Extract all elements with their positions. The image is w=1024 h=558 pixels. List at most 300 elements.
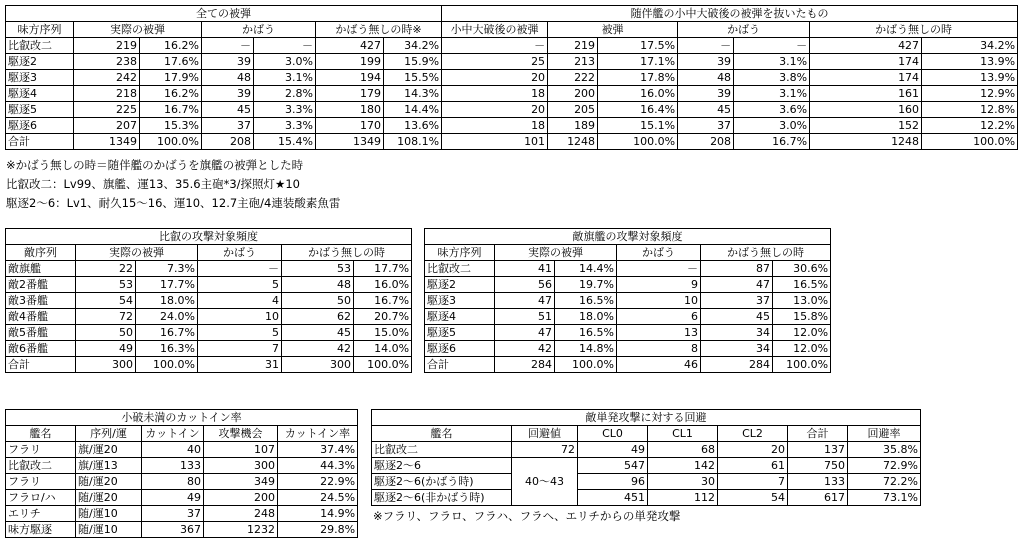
cell: 50 [282, 293, 354, 309]
table-row [6, 506, 358, 522]
cell: 133 [788, 474, 848, 490]
cell: 100.0% [354, 357, 412, 373]
col-header: かばう無しの時 [282, 245, 412, 261]
cell: 1232 [204, 522, 278, 538]
cell: 22 [76, 261, 136, 277]
cell: 170 [316, 118, 384, 134]
cell: 37 [142, 506, 204, 522]
note-line: 比叡改二：Lv99、旗艦、運13、35.6主砲*3/探照灯★10 [6, 177, 300, 191]
cell: 68 [648, 442, 718, 458]
evasion-note: ※フラリ、フラロ、フラハ、フラヘ、エリチからの単発攻撃 [373, 509, 681, 523]
row-label: エリチ [6, 506, 76, 522]
cell: 16.0% [598, 86, 678, 102]
cell: 72 [512, 442, 578, 458]
col-header: 被弾 [548, 22, 678, 38]
cell: 17.7% [354, 261, 412, 277]
row-label: 合計 [6, 134, 74, 150]
cell: － [442, 38, 548, 54]
table-row [425, 357, 831, 373]
table-row [6, 357, 412, 373]
cell: 1349 [74, 134, 140, 150]
cell: 54 [76, 293, 136, 309]
cell: 17.5% [598, 38, 678, 54]
cell: 24.5% [278, 490, 358, 506]
row-label: 駆逐3 [425, 293, 495, 309]
cell: 100.0% [140, 134, 202, 150]
cell: 15.0% [354, 325, 412, 341]
col-header: 攻撃機会 [204, 426, 278, 442]
table-title: 敵旗艦の攻撃対象頻度 [425, 229, 831, 245]
cell: 61 [718, 458, 788, 474]
col-header: 合計 [788, 426, 848, 442]
cell: 17.9% [140, 70, 202, 86]
cell: 80 [142, 474, 204, 490]
col-header: 実際の被弾 [74, 22, 202, 38]
cell: 15.8% [773, 309, 831, 325]
row-label: 駆逐2～6(かばう時) [372, 474, 512, 490]
cell: 194 [316, 70, 384, 86]
table-row [425, 325, 831, 341]
cell: 31 [198, 357, 282, 373]
row-label: フラリ [6, 442, 76, 458]
cell: 18 [442, 86, 548, 102]
cell: 16.5% [555, 325, 617, 341]
cell: 300 [76, 357, 136, 373]
row-label: 敵旗艦 [6, 261, 76, 277]
row-label: 敵6番艦 [6, 341, 76, 357]
table-row [6, 86, 1018, 102]
cell-merged: 40～43 [512, 458, 578, 506]
row-label: 駆逐2 [425, 277, 495, 293]
cell: 随/運10 [76, 522, 142, 538]
evasion-table [371, 409, 921, 506]
table-row [6, 325, 412, 341]
col-header: かばう [202, 22, 316, 38]
cell: 34.2% [384, 38, 442, 54]
cell: 427 [316, 38, 384, 54]
table-row [6, 54, 1018, 70]
cell: 37 [202, 118, 254, 134]
cell: 180 [316, 102, 384, 118]
cell: 14.3% [384, 86, 442, 102]
cell: 189 [548, 118, 598, 134]
cell: 72 [76, 309, 136, 325]
cell: 15.5% [384, 70, 442, 86]
cell: 6 [617, 309, 701, 325]
table-row [425, 277, 831, 293]
cell: － [734, 38, 810, 54]
col-header: カットイン率 [278, 426, 358, 442]
cell: 47 [495, 325, 555, 341]
cell: 72.9% [848, 458, 921, 474]
cell: 300 [204, 458, 278, 474]
cell: 218 [74, 86, 140, 102]
cell: 367 [142, 522, 204, 538]
cell: 248 [204, 506, 278, 522]
col-header: かばう [678, 22, 810, 38]
col-header: 小中大破後の被弾 [442, 22, 548, 38]
col-header: 実際の被弾 [76, 245, 198, 261]
cell: 53 [282, 261, 354, 277]
cell: － [202, 38, 254, 54]
cell: 219 [74, 38, 140, 54]
cell: 174 [810, 54, 922, 70]
row-label: 駆逐4 [425, 309, 495, 325]
col-header: かばう [198, 245, 282, 261]
cell: 37.4% [278, 442, 358, 458]
cell: 2.8% [254, 86, 316, 102]
cell: 40 [142, 442, 204, 458]
table-title: 比叡の攻撃対象頻度 [6, 229, 412, 245]
cell: 16.3% [136, 341, 198, 357]
cell: 12.0% [773, 325, 831, 341]
damage-table [5, 5, 1018, 150]
cell: 3.1% [734, 86, 810, 102]
cell: 随/運20 [76, 474, 142, 490]
col-header: 回避値 [512, 426, 578, 442]
row-label: 合計 [6, 357, 76, 373]
cell: 238 [74, 54, 140, 70]
cell: 13.9% [922, 70, 1018, 86]
cell: 34.2% [922, 38, 1018, 54]
cell: 137 [788, 442, 848, 458]
cell: 15.4% [254, 134, 316, 150]
enemy-flagship-target-body [425, 261, 831, 373]
cell: 24.0% [136, 309, 198, 325]
cell: 29.8% [278, 522, 358, 538]
table-row [425, 293, 831, 309]
cell: 3.1% [254, 70, 316, 86]
cell: 750 [788, 458, 848, 474]
cell: 37 [678, 118, 734, 134]
cell: 46 [617, 357, 701, 373]
table-row [6, 102, 1018, 118]
cell: 451 [578, 490, 648, 506]
cell: 12.9% [922, 86, 1018, 102]
cell: 161 [810, 86, 922, 102]
col-header: カットイン [142, 426, 204, 442]
row-label: 駆逐2～6(非かばう時) [372, 490, 512, 506]
cell: 随/運20 [76, 490, 142, 506]
cell: 284 [701, 357, 773, 373]
cell: 10 [617, 293, 701, 309]
table-row [6, 490, 358, 506]
cell: 207 [74, 118, 140, 134]
cell: 1248 [548, 134, 598, 150]
hiei-target-body [6, 261, 412, 373]
col-header: CL0 [578, 426, 648, 442]
col-header: 敵序列 [6, 245, 76, 261]
cell: 16.2% [140, 38, 202, 54]
cell: 随/運10 [76, 506, 142, 522]
row-label: 駆逐6 [6, 118, 74, 134]
cell: 208 [202, 134, 254, 150]
cell: 349 [204, 474, 278, 490]
cell: 16.5% [773, 277, 831, 293]
cell: 35.8% [848, 442, 921, 458]
cell: 62 [282, 309, 354, 325]
cell: 100.0% [136, 357, 198, 373]
cell: 225 [74, 102, 140, 118]
cell: 72.2% [848, 474, 921, 490]
cell: 14.0% [354, 341, 412, 357]
cell: 49 [76, 341, 136, 357]
cell: 112 [648, 490, 718, 506]
cell: 13.9% [922, 54, 1018, 70]
cell: 18.0% [136, 293, 198, 309]
cell: 100.0% [598, 134, 678, 150]
cell: 142 [648, 458, 718, 474]
cell: 16.7% [354, 293, 412, 309]
cell: 39 [202, 54, 254, 70]
table-title: 小破未満のカットイン率 [6, 410, 358, 426]
cell: 39 [202, 86, 254, 102]
cell: 108.1% [384, 134, 442, 150]
table-row [6, 261, 412, 277]
cell: 16.7% [140, 102, 202, 118]
cell: 87 [701, 261, 773, 277]
cell: 208 [678, 134, 734, 150]
cell: 20 [442, 102, 548, 118]
table-row [6, 522, 358, 538]
cell: 17.1% [598, 54, 678, 70]
table-title-excluded-damage: 随伴艦の小中大破後の被弾を抜いたもの [442, 6, 1018, 22]
table-row [6, 134, 1018, 150]
cell: 51 [495, 309, 555, 325]
table-row [425, 309, 831, 325]
cell: 5 [198, 325, 282, 341]
cell: 48 [282, 277, 354, 293]
cell: 1248 [810, 134, 922, 150]
cell: 39 [678, 54, 734, 70]
cell: 7.3% [136, 261, 198, 277]
cell: 12.2% [922, 118, 1018, 134]
row-label: フラリ [6, 474, 76, 490]
cell: 96 [578, 474, 648, 490]
col-header: 艦名 [372, 426, 512, 442]
cell: 200 [204, 490, 278, 506]
cell: 3.0% [734, 118, 810, 134]
cell: 20.7% [354, 309, 412, 325]
cell: 48 [678, 70, 734, 86]
table-row [6, 474, 358, 490]
cell: 14.8% [555, 341, 617, 357]
cell: 13.0% [773, 293, 831, 309]
cell: 48 [202, 70, 254, 86]
cell: 20 [442, 70, 548, 86]
cell: 5 [198, 277, 282, 293]
cell: 18 [442, 118, 548, 134]
row-label: 敵5番艦 [6, 325, 76, 341]
cell: 17.7% [136, 277, 198, 293]
col-header: 序列/運 [76, 426, 142, 442]
cell: 174 [810, 70, 922, 86]
cell: 16.0% [354, 277, 412, 293]
col-header: かばう無しの時 [810, 22, 1018, 38]
cell: 34 [701, 341, 773, 357]
cell: 160 [810, 102, 922, 118]
cell: 100.0% [773, 357, 831, 373]
row-label: フラロ/ハ [6, 490, 76, 506]
cell: 3.3% [254, 102, 316, 118]
cell: 20 [718, 442, 788, 458]
hiei-target-table [5, 228, 412, 373]
col-header: 味方序列 [6, 22, 74, 38]
row-label: 比叡改二 [372, 442, 512, 458]
row-label: 駆逐6 [425, 341, 495, 357]
cell: 205 [548, 102, 598, 118]
col-header: 回避率 [848, 426, 921, 442]
cell: － [617, 261, 701, 277]
cell: 45 [202, 102, 254, 118]
cell: 3.1% [734, 54, 810, 70]
cell: 56 [495, 277, 555, 293]
row-label: 比叡改二 [425, 261, 495, 277]
cell: 15.3% [140, 118, 202, 134]
cell: 213 [548, 54, 598, 70]
row-label: 比叡改二 [6, 458, 76, 474]
cell: 15.1% [598, 118, 678, 134]
cell: 14.4% [384, 102, 442, 118]
cell: 107 [204, 442, 278, 458]
cell: 16.7% [136, 325, 198, 341]
cell: 133 [142, 458, 204, 474]
enemy-flagship-target-table [424, 228, 831, 373]
cell: 200 [548, 86, 598, 102]
table-row [6, 442, 358, 458]
cell: 300 [282, 357, 354, 373]
table-title: 敵単発攻撃に対する回避 [372, 410, 921, 426]
cell: 3.6% [734, 102, 810, 118]
cell: 9 [617, 277, 701, 293]
cell: 179 [316, 86, 384, 102]
cell: 47 [701, 277, 773, 293]
cell: 47 [495, 293, 555, 309]
cell: 22.9% [278, 474, 358, 490]
cell: － [198, 261, 282, 277]
table-row [6, 38, 1018, 54]
cell: 16.4% [598, 102, 678, 118]
cell: 17.6% [140, 54, 202, 70]
cell: 219 [548, 38, 598, 54]
row-label: 駆逐5 [425, 325, 495, 341]
table-row [6, 309, 412, 325]
cell: 17.8% [598, 70, 678, 86]
cell: 37 [701, 293, 773, 309]
cell: 旗/運13 [76, 458, 142, 474]
cell: 30.6% [773, 261, 831, 277]
cell: 3.3% [254, 118, 316, 134]
cell: 44.3% [278, 458, 358, 474]
row-label: 駆逐4 [6, 86, 74, 102]
cell: 30 [648, 474, 718, 490]
damage-table-body [6, 38, 1018, 150]
cell: 42 [495, 341, 555, 357]
row-label: 駆逐2～6 [372, 458, 512, 474]
col-header: 味方序列 [425, 245, 495, 261]
table-row [425, 341, 831, 357]
cutin-rate-body [6, 442, 358, 538]
col-header: かばう [617, 245, 701, 261]
cell: 222 [548, 70, 598, 86]
row-label: 合計 [425, 357, 495, 373]
cell: 73.1% [848, 490, 921, 506]
cell: 100.0% [922, 134, 1018, 150]
table-row [6, 70, 1018, 86]
row-label: 駆逐5 [6, 102, 74, 118]
col-header: 実際の被弾 [495, 245, 617, 261]
row-label: 敵3番艦 [6, 293, 76, 309]
cell: 242 [74, 70, 140, 86]
cell: 12.8% [922, 102, 1018, 118]
cell: 50 [76, 325, 136, 341]
cell: 25 [442, 54, 548, 70]
col-header: CL1 [648, 426, 718, 442]
cell: － [678, 38, 734, 54]
cell: 34 [701, 325, 773, 341]
row-label: 比叡改二 [6, 38, 74, 54]
cell: 199 [316, 54, 384, 70]
table-row [6, 458, 358, 474]
cell: 45 [678, 102, 734, 118]
cell: 8 [617, 341, 701, 357]
cell: 15.9% [384, 54, 442, 70]
cell: 547 [578, 458, 648, 474]
cell: 7 [198, 341, 282, 357]
cell: 3.8% [734, 70, 810, 86]
row-label: 駆逐2 [6, 54, 74, 70]
cell: 617 [788, 490, 848, 506]
cell: 18.0% [555, 309, 617, 325]
cell: 41 [495, 261, 555, 277]
cell: 12.0% [773, 341, 831, 357]
cell: 42 [282, 341, 354, 357]
cell: 54 [718, 490, 788, 506]
cell: 10 [198, 309, 282, 325]
table-title-all-damage: 全ての被弾 [6, 6, 442, 22]
cell: 284 [495, 357, 555, 373]
cell: 49 [578, 442, 648, 458]
cell: 16.2% [140, 86, 202, 102]
row-label: 敵4番艦 [6, 309, 76, 325]
cell: 旗/運20 [76, 442, 142, 458]
col-header: 艦名 [6, 426, 76, 442]
cell: 7 [718, 474, 788, 490]
col-header: かばう無しの時※ [316, 22, 442, 38]
cell: 14.4% [555, 261, 617, 277]
col-header: CL2 [718, 426, 788, 442]
col-header: かばう無しの時 [701, 245, 831, 261]
cell: 14.9% [278, 506, 358, 522]
cell: 45 [282, 325, 354, 341]
cell: 49 [142, 490, 204, 506]
cell: 427 [810, 38, 922, 54]
cell: － [254, 38, 316, 54]
cell: 45 [701, 309, 773, 325]
cell: 19.7% [555, 277, 617, 293]
row-label: 駆逐3 [6, 70, 74, 86]
cell: 101 [442, 134, 548, 150]
cutin-rate-table [5, 409, 358, 538]
row-label: 敵2番艦 [6, 277, 76, 293]
cell: 39 [678, 86, 734, 102]
table-row [6, 293, 412, 309]
note-line: ※かばう無しの時＝随伴艦のかばうを旗艦の被弾とした時 [6, 158, 304, 172]
cell: 13.6% [384, 118, 442, 134]
cell: 13 [617, 325, 701, 341]
cell: 100.0% [555, 357, 617, 373]
cell: 3.0% [254, 54, 316, 70]
